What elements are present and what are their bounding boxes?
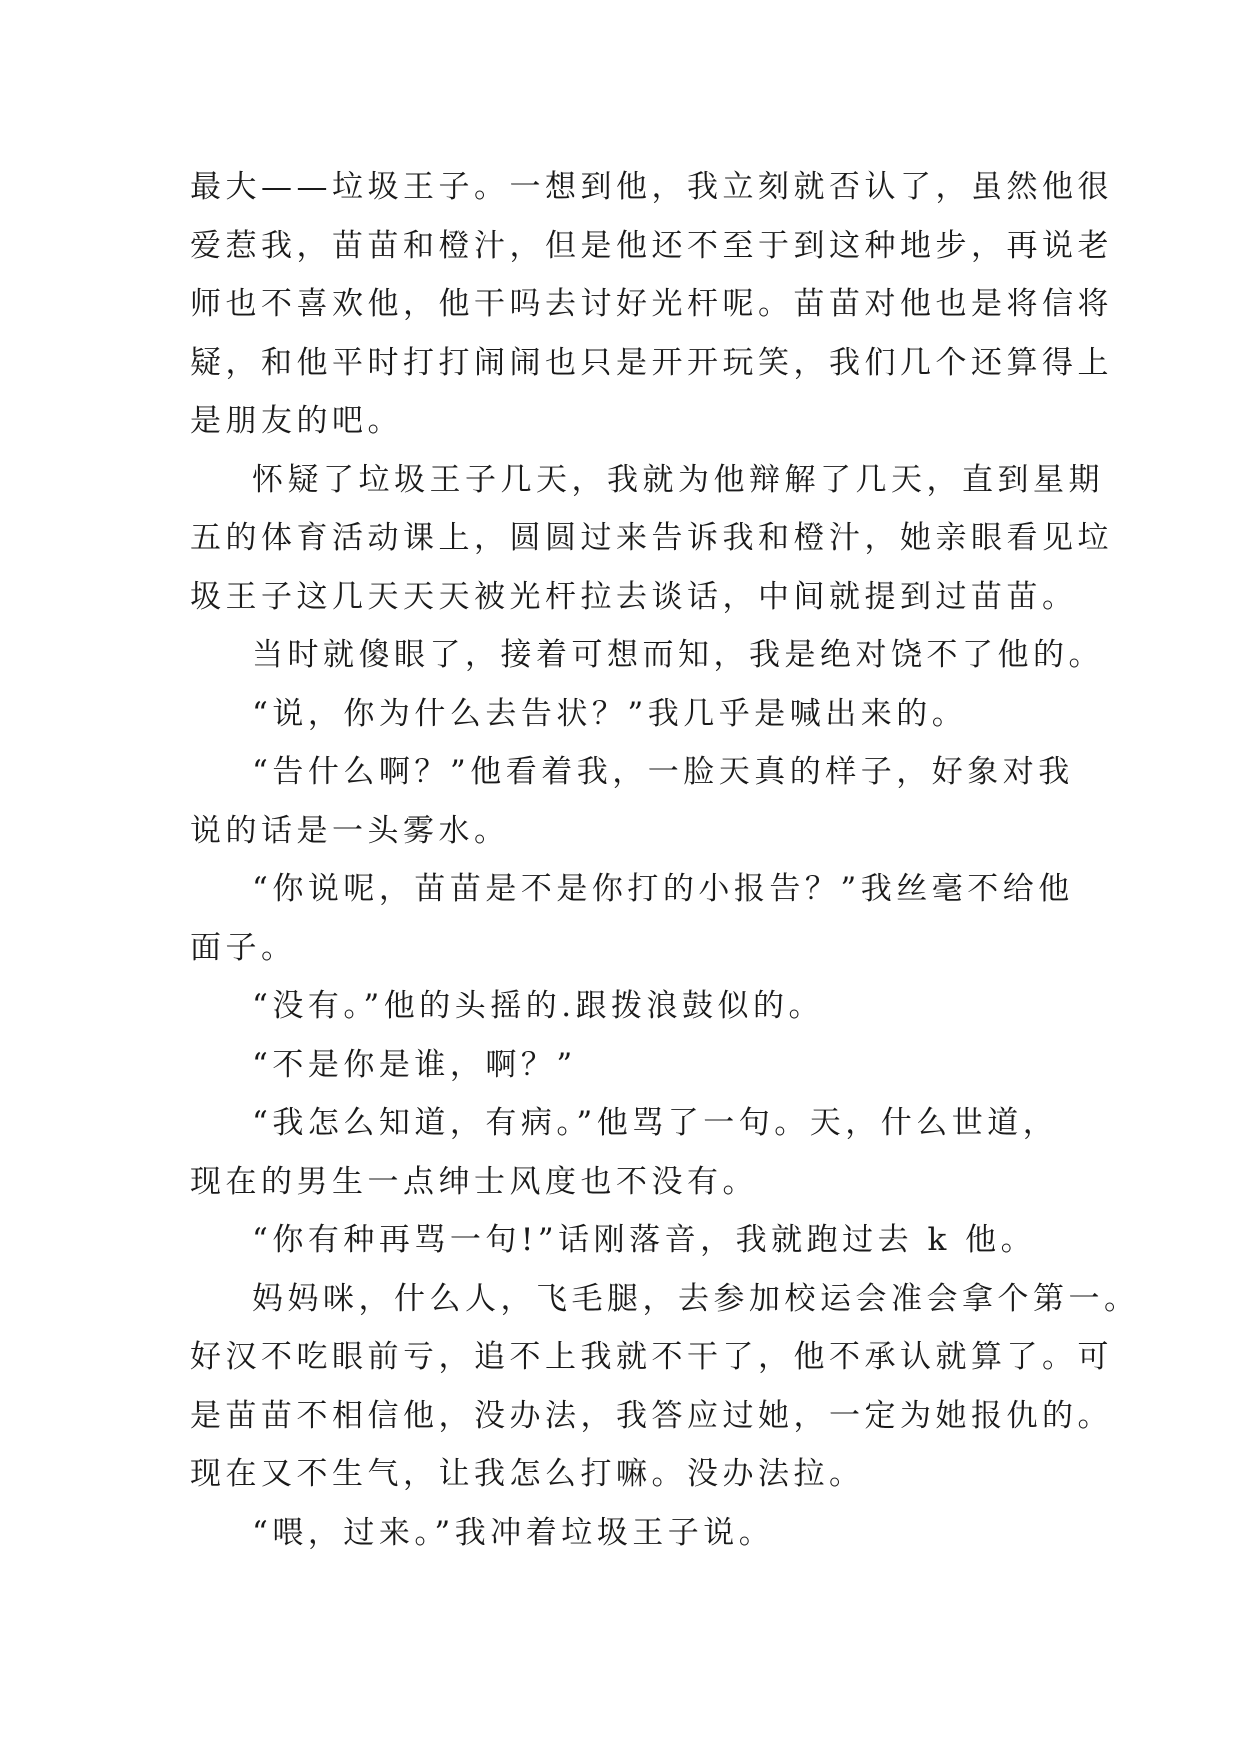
text-line: 师也不喜欢他，他干吗去讨好光杆呢。苗苗对他也是将信将 [190,286,1113,322]
text-line: 圾王子这几天天天被光杆拉去谈话，中间就提到过苗苗。 [190,578,1078,615]
text-line: 说的话是一头雾水。 [190,812,510,849]
text-line: “喂，过来。”我冲着垃圾王子说。 [252,1514,775,1551]
text-line: 好汉不吃眼前亏，追不上我就不干了，他不承认就算了。可 [190,1339,1113,1375]
text-line: “我怎么知道，有病。”他骂了一句。天，什么世道， [252,1105,1059,1141]
text-line: “你有种再骂一句!”话刚落音，我就跑过去 k 他。 [252,1222,1037,1258]
text-line: 是朋友的吧。 [190,403,403,439]
text-line: 爱惹我，苗苗和橙汁，但是他还不至于到这种地步，再说老 [190,227,1113,264]
text-line: 最大——垃圾王子。一想到他，我立刻就否认了，虽然他很 [190,169,1113,205]
text-line: 五的体育活动课上，圆圆过来告诉我和橙汁，她亲眼看见垃 [190,520,1113,556]
text-line: 妈妈咪，什么人，飞毛腿，去参加校运会准会拿个第一。 [252,1280,1140,1317]
text-line: 现在的男生一点绅士风度也不没有。 [190,1163,758,1200]
text-line: 怀疑了垃圾王子几天，我就为他辩解了几天，直到星期 [252,461,1104,498]
text-line: “不是你是谁，啊？” [252,1046,577,1083]
text-line: 现在又不生气，让我怎么打嘛。没办法拉。 [190,1456,865,1492]
document-text [190,158,1140,1562]
text-line: “你说呢，苗苗是不是你打的小报告？”我丝毫不给他 [252,871,1074,907]
text-line: 是苗苗不相信他，没办法，我答应过她，一定为她报仇的。 [190,1397,1113,1434]
text-line: “没有。”他的头摇的.跟拨浪鼓似的。 [252,988,825,1024]
text-line: 面子。 [190,929,297,966]
text-line: “说，你为什么去告状？”我几乎是喊出来的。 [252,695,968,732]
text-line: 当时就傻眼了，接着可想而知，我是绝对饶不了他的。 [252,637,1104,673]
text-line: “告什么啊？”他看着我，一脸天真的样子，好象对我 [252,754,1074,790]
text-line: 疑，和他平时打打闹闹也只是开开玩笑，我们几个还算得上 [190,344,1113,381]
